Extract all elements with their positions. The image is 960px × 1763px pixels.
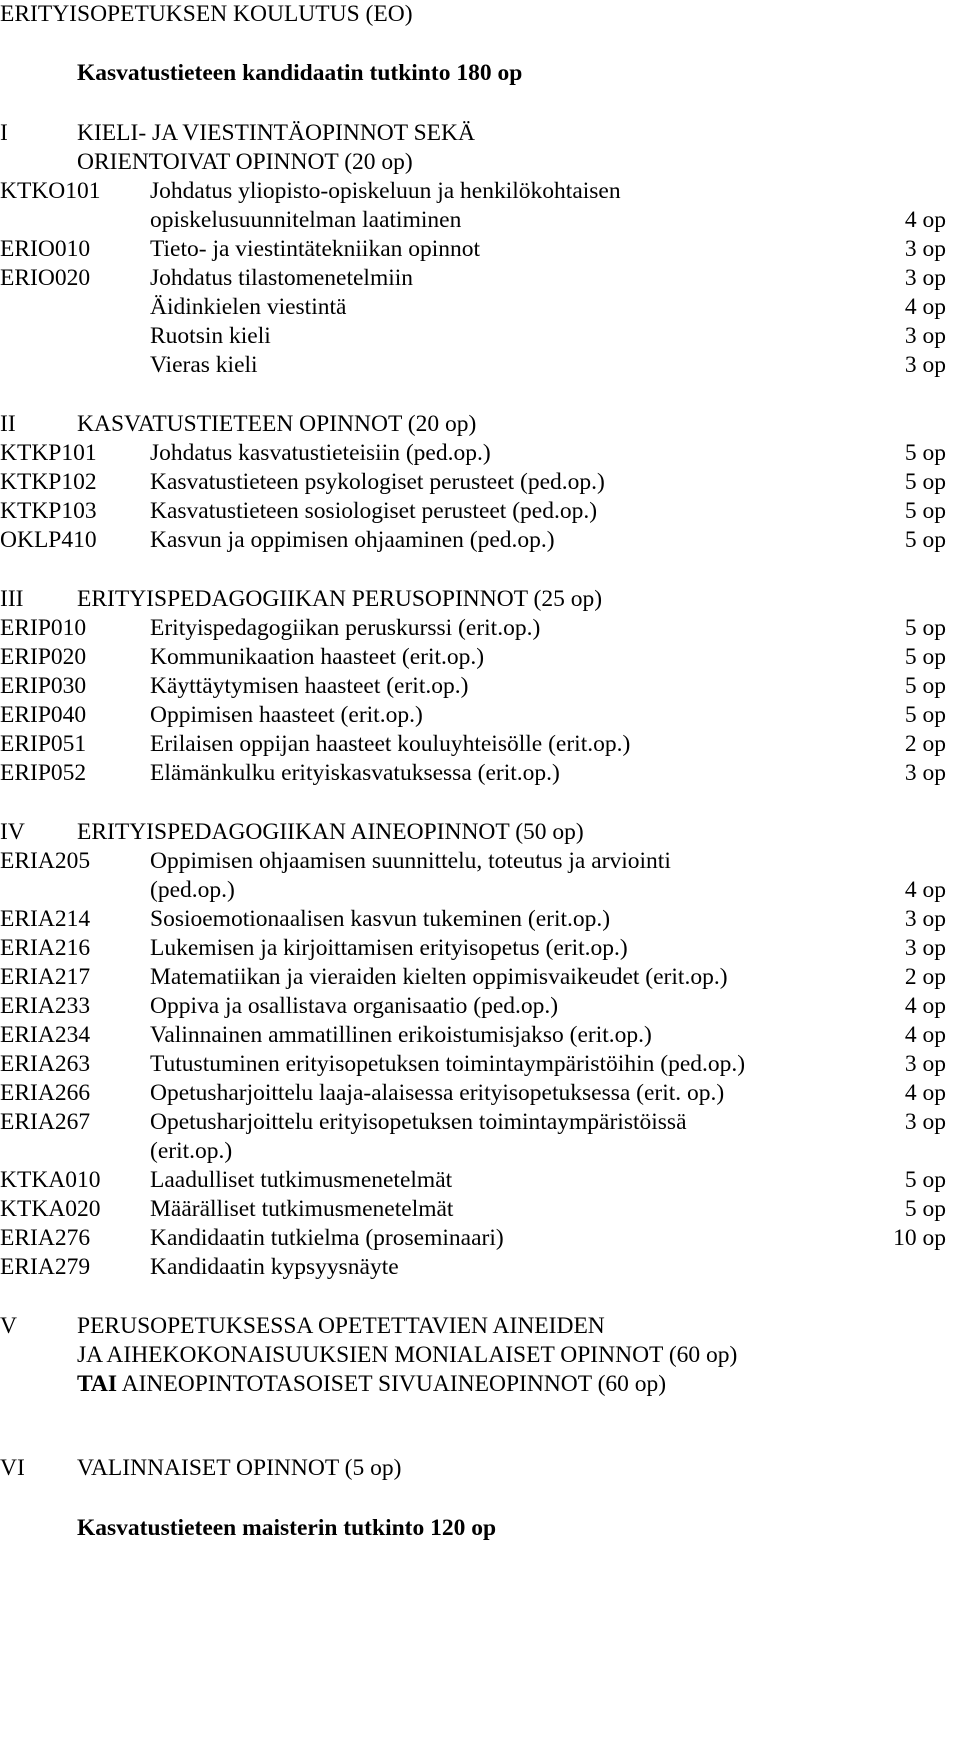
course-name: Määrälliset tutkimusmenetelmät <box>150 1196 454 1222</box>
section-title: KASVATUSTIETEEN OPINNOT (20 op) <box>77 411 477 437</box>
course-code: ERIO020 <box>0 265 91 291</box>
course-name: Opetusharjoittelu erityisopetuksen toimintaympäristöissä <box>150 1109 687 1135</box>
course-credits: 4 op <box>904 1080 946 1106</box>
section-title: VALINNAISET OPINNOT (5 op) <box>77 1455 402 1481</box>
course-name: Oppimisen ohjaamisen suunnittelu, toteutus ja arviointi <box>150 848 671 874</box>
course-code: ERIA279 <box>0 1254 91 1280</box>
course-credits: 4 op <box>904 1022 946 1048</box>
section-number: III <box>0 586 24 612</box>
course-name: (ped.op.) <box>150 877 235 903</box>
course-code: ERIA216 <box>0 935 91 961</box>
course-credits: 3 op <box>904 935 946 961</box>
course-name: Oppimisen haasteet (erit.op.) <box>150 702 423 728</box>
course-credits: 5 op <box>904 1167 946 1193</box>
course-name: Kommunikaation haasteet (erit.op.) <box>150 644 485 670</box>
course-code: ERIA263 <box>0 1051 91 1077</box>
course-name: Tieto- ja viestintätekniikan opinnot <box>150 236 481 262</box>
course-code: KTKP103 <box>0 498 97 524</box>
course-credits: 4 op <box>904 207 946 233</box>
course-name: Erilaisen oppijan haasteet kouluyhteisölle (erit.op.) <box>150 731 631 757</box>
course-code: ERIP010 <box>0 615 87 641</box>
course-credits: 5 op <box>904 469 946 495</box>
course-name: Laadulliset tutkimusmenetelmät <box>150 1167 453 1193</box>
course-code: ERIP030 <box>0 673 87 699</box>
course-credits: 3 op <box>904 323 946 349</box>
course-credits: 5 op <box>904 615 946 641</box>
course-credits: 3 op <box>904 352 946 378</box>
course-code: KTKA020 <box>0 1196 101 1222</box>
course-code: ERIP020 <box>0 644 87 670</box>
section-title: ERITYISPEDAGOGIIKAN AINEOPINNOT (50 op) <box>77 819 584 845</box>
course-name: Johdatus yliopisto-opiskeluun ja henkilökohtaisen <box>150 178 621 204</box>
course-credits: 3 op <box>904 265 946 291</box>
course-credits: 3 op <box>904 1051 946 1077</box>
course-code: ERIA266 <box>0 1080 91 1106</box>
course-code: ERIA205 <box>0 848 91 874</box>
course-credits: 4 op <box>904 993 946 1019</box>
course-credits: 4 op <box>904 877 946 903</box>
section-title: ERITYISPEDAGOGIIKAN PERUSOPINNOT (25 op) <box>77 586 603 612</box>
course-credits: 10 op <box>893 1225 946 1251</box>
course-name: Opetusharjoittelu laaja-alaisessa erityisopetuksessa (erit. op.) <box>150 1080 725 1106</box>
course-name: Johdatus tilastomenetelmiin <box>150 265 414 291</box>
course-credits: 5 op <box>904 498 946 524</box>
section-title: JA AIHEKOKONAISUUKSIEN MONIALAISET OPINNOT (60 op) <box>77 1342 738 1368</box>
course-name: Kandidaatin kypsyysnäyte <box>150 1254 399 1280</box>
course-name: Käyttäytymisen haasteet (erit.op.) <box>150 673 469 699</box>
degree-heading-bachelor: Kasvatustieteen kandidaatin tutkinto 180 op <box>77 60 523 86</box>
course-credits: 2 op <box>904 731 946 757</box>
course-name: Sosioemotionaalisen kasvun tukeminen (erit.op.) <box>150 906 611 932</box>
course-name: Kasvatustieteen psykologiset perusteet (ped.op.) <box>150 469 605 495</box>
course-credits: 5 op <box>904 440 946 466</box>
course-code: ERIP052 <box>0 760 87 786</box>
course-credits: 4 op <box>904 294 946 320</box>
course-name: Matematiikan ja vieraiden kielten oppimisvaikeudet (erit.op.) <box>150 964 728 990</box>
course-name: Kasvun ja oppimisen ohjaaminen (ped.op.) <box>150 527 555 553</box>
course-name: Oppiva ja osallistava organisaatio (ped.op.) <box>150 993 559 1019</box>
course-code: ERIA233 <box>0 993 91 1019</box>
course-credits: 5 op <box>904 527 946 553</box>
course-credits: 5 op <box>904 673 946 699</box>
course-code: ERIA267 <box>0 1109 91 1135</box>
course-credits: 5 op <box>904 644 946 670</box>
course-credits: 3 op <box>904 1109 946 1135</box>
course-code: ERIA214 <box>0 906 91 932</box>
alt-text: AINEOPINTOTASOISET SIVUAINEOPINNOT (60 op) <box>117 1371 667 1397</box>
course-name: Vieras kieli <box>150 352 258 378</box>
course-code: ERIA276 <box>0 1225 91 1251</box>
section-number: I <box>0 120 8 146</box>
section-number: II <box>0 411 16 437</box>
course-name: (erit.op.) <box>150 1138 233 1164</box>
course-code: KTKP102 <box>0 469 97 495</box>
section-number: IV <box>0 819 25 845</box>
course-name: Valinnainen ammatillinen erikoistumisjakso (erit.op.) <box>150 1022 652 1048</box>
course-name: Äidinkielen viestintä <box>150 294 347 320</box>
course-credits: 5 op <box>904 702 946 728</box>
course-name: Tutustuminen erityisopetuksen toimintaympäristöihin (ped.op.) <box>150 1051 746 1077</box>
course-credits: 3 op <box>904 236 946 262</box>
alt-prefix: TAI <box>77 1371 118 1397</box>
course-code: ERIP051 <box>0 731 87 757</box>
course-name: Ruotsin kieli <box>150 323 271 349</box>
course-name: Johdatus kasvatustieteisiin (ped.op.) <box>150 440 491 466</box>
section-title: KIELI- JA VIESTINTÄOPINNOT SEKÄ <box>77 120 475 146</box>
course-code: ERIP040 <box>0 702 87 728</box>
course-name: Kandidaatin tutkielma (proseminaari) <box>150 1225 504 1251</box>
course-name: Lukemisen ja kirjoittamisen erityisopetus (erit.op.) <box>150 935 628 961</box>
course-name: opiskelusuunnitelman laatiminen <box>150 207 462 233</box>
section-number: VI <box>0 1455 25 1481</box>
document-title: ERITYISOPETUKSEN KOULUTUS (EO) <box>0 1 413 27</box>
course-name: Elämänkulku erityiskasvatuksessa (erit.op.) <box>150 760 560 786</box>
section-number: V <box>0 1313 17 1339</box>
course-code: KTKO101 <box>0 178 101 204</box>
course-code: KTKA010 <box>0 1167 101 1193</box>
course-code: ERIA234 <box>0 1022 91 1048</box>
course-credits: 3 op <box>904 906 946 932</box>
section-alternative <box>77 1370 666 1398</box>
course-credits: 3 op <box>904 760 946 786</box>
course-code: OKLP410 <box>0 527 97 553</box>
course-code: ERIA217 <box>0 964 91 990</box>
degree-heading-master: Kasvatustieteen maisterin tutkinto 120 op <box>77 1515 497 1541</box>
section-title: PERUSOPETUKSESSA OPETETTAVIEN AINEIDEN <box>77 1313 605 1339</box>
course-code: KTKP101 <box>0 440 97 466</box>
course-code: ERIO010 <box>0 236 91 262</box>
course-name: Kasvatustieteen sosiologiset perusteet (ped.op.) <box>150 498 598 524</box>
course-credits: 2 op <box>904 964 946 990</box>
section-title: ORIENTOIVAT OPINNOT (20 op) <box>77 149 413 175</box>
course-credits: 5 op <box>904 1196 946 1222</box>
course-name: Erityispedagogiikan peruskurssi (erit.op.) <box>150 615 541 641</box>
